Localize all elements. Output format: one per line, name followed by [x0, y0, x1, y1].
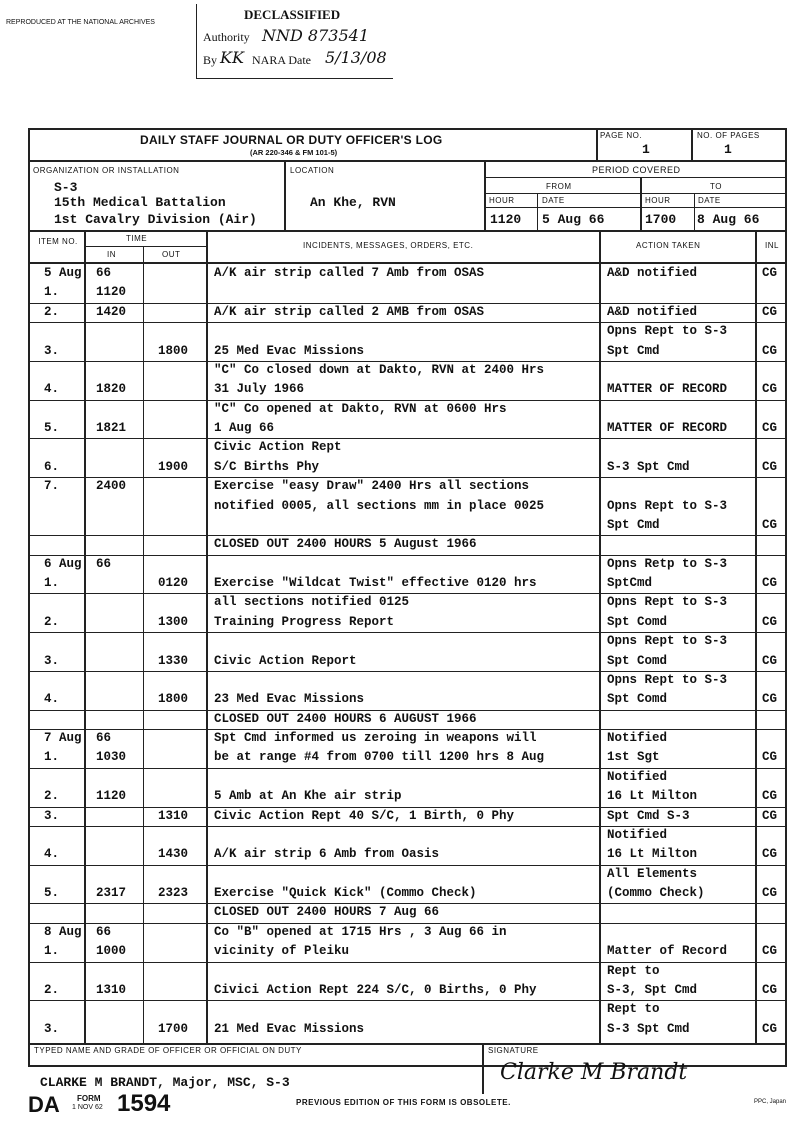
archives-note: REPRODUCED AT THE NATIONAL ARCHIVES: [6, 19, 155, 26]
col-inl: INL: [765, 241, 779, 250]
row-divider: [28, 1000, 785, 1001]
declassified-title: DECLASSIFIED: [244, 7, 341, 22]
entry-action: Notified: [607, 731, 668, 745]
entry-incident: vicinity of Pleiku: [214, 944, 350, 959]
entry-action: A&D notified: [607, 304, 698, 319]
entry-in: 1821: [96, 421, 127, 435]
entry-incident: CLOSED OUT 2400 HOURS 6 AUGUST 1966: [214, 711, 477, 726]
entry-action: Opns Rept to S-3: [607, 498, 728, 513]
entry-out: 1310: [158, 808, 189, 823]
form-subtitle: (AR 220-346 & FM 101-5): [250, 148, 338, 157]
entry-incident: A/K air strip 6 Amb from Oasis: [214, 847, 440, 862]
entry-inl: CG: [762, 421, 778, 435]
entry-action: Spt Cmd: [607, 517, 660, 532]
entry-action: 1st Sgt: [607, 750, 660, 765]
entry-action: Spt Cmd: [607, 343, 660, 358]
entry-item: 3.: [44, 343, 60, 358]
page-no: 1: [642, 142, 650, 157]
entry-out: 2323: [158, 886, 189, 900]
entry-out: 1700: [158, 1021, 189, 1036]
to-date: 8 Aug 66: [697, 212, 760, 227]
entry-inl: CG: [762, 808, 778, 823]
entry-action: All Elements: [607, 866, 698, 881]
entry-item: 2.: [44, 304, 60, 319]
entry-inl: CG: [762, 382, 778, 397]
col-time: TIME: [126, 234, 148, 243]
row-divider: [28, 477, 785, 478]
entry-incident: Civic Action Rept: [214, 440, 342, 455]
form-word: FORM: [77, 1094, 101, 1103]
entry-action: (Commo Check): [607, 886, 705, 900]
entry-incident: Exercise "easy Draw" 2400 Hrs all sections: [214, 479, 530, 494]
entry-action: 16 Lt Milton: [607, 847, 698, 862]
entry-incident: all sections notified 0125: [214, 595, 410, 610]
entry-incident: Civic Action Report: [214, 653, 357, 668]
entry-item: 3.: [44, 808, 60, 823]
entry-in: 66: [96, 731, 112, 745]
entry-incident: S/C Births Phy: [214, 459, 320, 474]
entry-inl: CG: [762, 653, 778, 668]
org-line-3: 1st Cavalry Division (Air): [54, 212, 257, 227]
entry-item: 4.: [44, 692, 60, 707]
col-action: ACTION TAKEN: [636, 241, 701, 250]
officer-label: TYPED NAME AND GRADE OF OFFICER OR OFFICIAL ON DUTY: [34, 1046, 302, 1055]
entry-in: 2400: [96, 479, 127, 494]
row-divider: [28, 322, 785, 323]
authority-label: Authority: [203, 30, 250, 44]
period-label: PERIOD COVERED: [592, 165, 681, 175]
row-divider: [28, 729, 785, 730]
form-da: DA: [28, 1092, 60, 1117]
entry-incident: CLOSED OUT 2400 HOURS 7 Aug 66: [214, 905, 440, 920]
org-label: ORGANIZATION OR INSTALLATION: [33, 166, 180, 175]
entry-out: 1330: [158, 653, 189, 668]
entry-action: MATTER OF RECORD: [607, 382, 728, 397]
entry-inl: CG: [762, 847, 778, 862]
org-line-2: 15th Medical Battalion: [54, 195, 226, 210]
entry-incident: Exercise "Quick Kick" (Commo Check): [214, 886, 477, 900]
entry-out: 1800: [158, 343, 189, 358]
entry-in: 1000: [96, 944, 127, 959]
entry-item: 4.: [44, 382, 60, 397]
row-divider: [28, 826, 785, 827]
entry-in: 1120: [96, 285, 127, 300]
row-divider: [28, 438, 785, 439]
to-hour-label: HOUR: [645, 196, 671, 205]
entry-in: 66: [96, 556, 112, 571]
location-label: LOCATION: [290, 166, 335, 175]
entry-incident: 23 Med Evac Missions: [214, 692, 365, 707]
entry-inl: CG: [762, 304, 778, 319]
entry-incident: Civici Action Rept 224 S/C, 0 Births, 0 Phy: [214, 982, 537, 997]
col-out: OUT: [162, 250, 181, 259]
entry-out: 1430: [158, 847, 189, 862]
entry-item: 2.: [44, 789, 60, 804]
row-divider: [28, 923, 785, 924]
entry-incident: Training Progress Report: [214, 614, 395, 629]
entry-inl: CG: [762, 944, 778, 959]
col-in: IN: [107, 250, 116, 259]
entry-action: S-3, Spt Cmd: [607, 982, 698, 997]
entry-item: 5 Aug: [44, 266, 82, 280]
entry-inl: CG: [762, 266, 778, 280]
entry-action: Notified: [607, 827, 668, 842]
entry-in: 1310: [96, 982, 127, 997]
to-hour: 1700: [645, 212, 677, 227]
by-initials: KK: [220, 48, 244, 67]
entry-in: 1820: [96, 382, 127, 397]
entry-item: 3.: [44, 1021, 60, 1036]
row-divider: [28, 768, 785, 769]
nara-date-label: NARA Date: [252, 53, 311, 67]
entry-incident: A/K air strip called 2 AMB from OSAS: [214, 304, 485, 319]
officer-name: CLARKE M BRANDT, Major, MSC, S-3: [40, 1075, 290, 1090]
entry-inl: CG: [762, 343, 778, 358]
row-divider: [28, 535, 785, 536]
entry-out: 1300: [158, 614, 189, 629]
entry-in: 2317: [96, 886, 127, 900]
entry-action: Opns Rept to S-3: [607, 324, 728, 339]
entry-action: S-3 Spt Cmd: [607, 459, 690, 474]
entry-incident: notified 0005, all sections mm in place 0025: [214, 498, 545, 513]
entry-item: 1.: [44, 576, 60, 590]
from-hour-label: HOUR: [489, 196, 515, 205]
from-date: 5 Aug 66: [542, 212, 605, 227]
org-line-1: S-3: [54, 180, 78, 195]
row-divider: [28, 555, 785, 556]
to-date-label: DATE: [698, 196, 721, 205]
row-divider: [28, 903, 785, 904]
entry-incident: "C" Co opened at Dakto, RVN at 0600 Hrs: [214, 401, 507, 416]
entry-action: MATTER OF RECORD: [607, 421, 728, 435]
row-divider: [28, 865, 785, 866]
entry-inl: CG: [762, 982, 778, 997]
signature: Clarke M Brandt: [500, 1060, 688, 1085]
entry-item: 1.: [44, 944, 60, 959]
entry-action: 16 Lt Milton: [607, 789, 698, 804]
entry-action: A&D notified: [607, 266, 698, 280]
entry-action: Opns Rept to S-3: [607, 595, 728, 610]
entry-in: 1420: [96, 304, 127, 319]
entry-inl: CG: [762, 789, 778, 804]
to-label: TO: [710, 182, 722, 191]
entry-incident: Civic Action Rept 40 S/C, 1 Birth, 0 Phy: [214, 808, 515, 823]
entry-action: Notified: [607, 769, 668, 784]
entry-item: 2.: [44, 982, 60, 997]
nara-date-value: 5/13/08: [325, 48, 387, 67]
entry-action: Rept to: [607, 1002, 660, 1017]
entry-incident: A/K air strip called 7 Amb from OSAS: [214, 266, 485, 280]
entry-action: SptCmd: [607, 576, 653, 590]
entry-action: Spt Cmd S-3: [607, 808, 690, 823]
entry-inl: CG: [762, 1021, 778, 1036]
from-label: FROM: [546, 182, 572, 191]
entry-item: 1.: [44, 750, 60, 765]
entry-incident: Co "B" opened at 1715 Hrs , 3 Aug 66 in: [214, 924, 507, 939]
form-date: 1 NOV 62: [72, 1104, 103, 1111]
form-title: DAILY STAFF JOURNAL OR DUTY OFFICER'S LOG: [140, 133, 443, 147]
from-hour: 1120: [490, 212, 522, 227]
col-incidents: INCIDENTS, MESSAGES, ORDERS, ETC.: [303, 241, 474, 250]
entry-action: Opns Retp to S-3: [607, 556, 728, 571]
entry-action: Rept to: [607, 963, 660, 978]
entry-item: 7 Aug: [44, 731, 82, 745]
obsolete-note: PREVIOUS EDITION OF THIS FORM IS OBSOLETE.: [296, 1098, 511, 1107]
entry-incident: "C" Co closed down at Dakto, RVN at 2400 Hrs: [214, 362, 545, 377]
authority-value: NND 873541: [262, 26, 369, 45]
entry-item: 5.: [44, 886, 60, 900]
entry-incident: 25 Med Evac Missions: [214, 343, 365, 358]
entry-in: 66: [96, 924, 112, 939]
entry-item: 6 Aug: [44, 556, 82, 571]
location-value: An Khe, RVN: [310, 195, 396, 210]
row-divider: [28, 303, 785, 304]
entry-inl: CG: [762, 517, 778, 532]
entry-inl: CG: [762, 459, 778, 474]
printer-note: PPC, Japan: [754, 1099, 787, 1105]
page-no-label: PAGE NO.: [600, 131, 643, 140]
form-number: 1594: [117, 1090, 171, 1117]
row-divider: [28, 807, 785, 808]
row-divider: [28, 671, 785, 672]
row-divider: [28, 710, 785, 711]
entry-item: 4.: [44, 847, 60, 862]
entry-action: Matter of Record: [607, 944, 728, 959]
entry-action: Opns Rept to S-3: [607, 634, 728, 649]
entry-item: 5.: [44, 421, 60, 435]
entry-incident: 1 Aug 66: [214, 421, 275, 435]
entry-inl: CG: [762, 614, 778, 629]
row-divider: [28, 962, 785, 963]
entry-incident: be at range #4 from 0700 till 1200 hrs 8 Aug: [214, 750, 545, 765]
entry-inl: CG: [762, 886, 778, 900]
entry-item: 2.: [44, 614, 60, 629]
entry-action: Spt Comd: [607, 653, 668, 668]
row-divider: [28, 632, 785, 633]
entry-incident: 31 July 1966: [214, 382, 305, 397]
entry-incident: 5 Amb at An Khe air strip: [214, 789, 402, 804]
entry-incident: Spt Cmd informed us zeroing in weapons will: [214, 731, 537, 745]
entry-out: 0120: [158, 576, 189, 590]
entry-incident: Exercise "Wildcat Twist" effective 0120 hrs: [214, 576, 537, 590]
entry-out: 1800: [158, 692, 189, 707]
entry-item: 8 Aug: [44, 924, 82, 939]
by-label: By: [203, 53, 218, 67]
entry-inl: CG: [762, 750, 778, 765]
entry-item: 3.: [44, 653, 60, 668]
entry-action: Spt Comd: [607, 692, 668, 707]
entry-incident: CLOSED OUT 2400 HOURS 5 August 1966: [214, 537, 477, 552]
entry-item: 6.: [44, 459, 60, 474]
entry-inl: CG: [762, 576, 778, 590]
from-date-label: DATE: [542, 196, 565, 205]
signature-label: SIGNATURE: [488, 1046, 539, 1055]
entry-incident: 21 Med Evac Missions: [214, 1021, 365, 1036]
entry-action: Spt Comd: [607, 614, 668, 629]
entry-item: 7.: [44, 479, 60, 494]
row-divider: [28, 361, 785, 362]
row-divider: [28, 400, 785, 401]
row-divider: [28, 593, 785, 594]
entry-action: S-3 Spt Cmd: [607, 1021, 690, 1036]
entry-action: Opns Rept to S-3: [607, 672, 728, 687]
no-of-pages: 1: [724, 142, 732, 157]
no-of-pages-label: NO. OF PAGES: [697, 131, 760, 140]
entry-in: 66: [96, 266, 112, 280]
entry-in: 1030: [96, 750, 127, 765]
entry-item: 1.: [44, 285, 60, 300]
entry-in: 1120: [96, 789, 127, 804]
col-item-no: ITEM NO.: [38, 237, 78, 246]
entry-out: 1900: [158, 459, 189, 474]
entry-inl: CG: [762, 692, 778, 707]
